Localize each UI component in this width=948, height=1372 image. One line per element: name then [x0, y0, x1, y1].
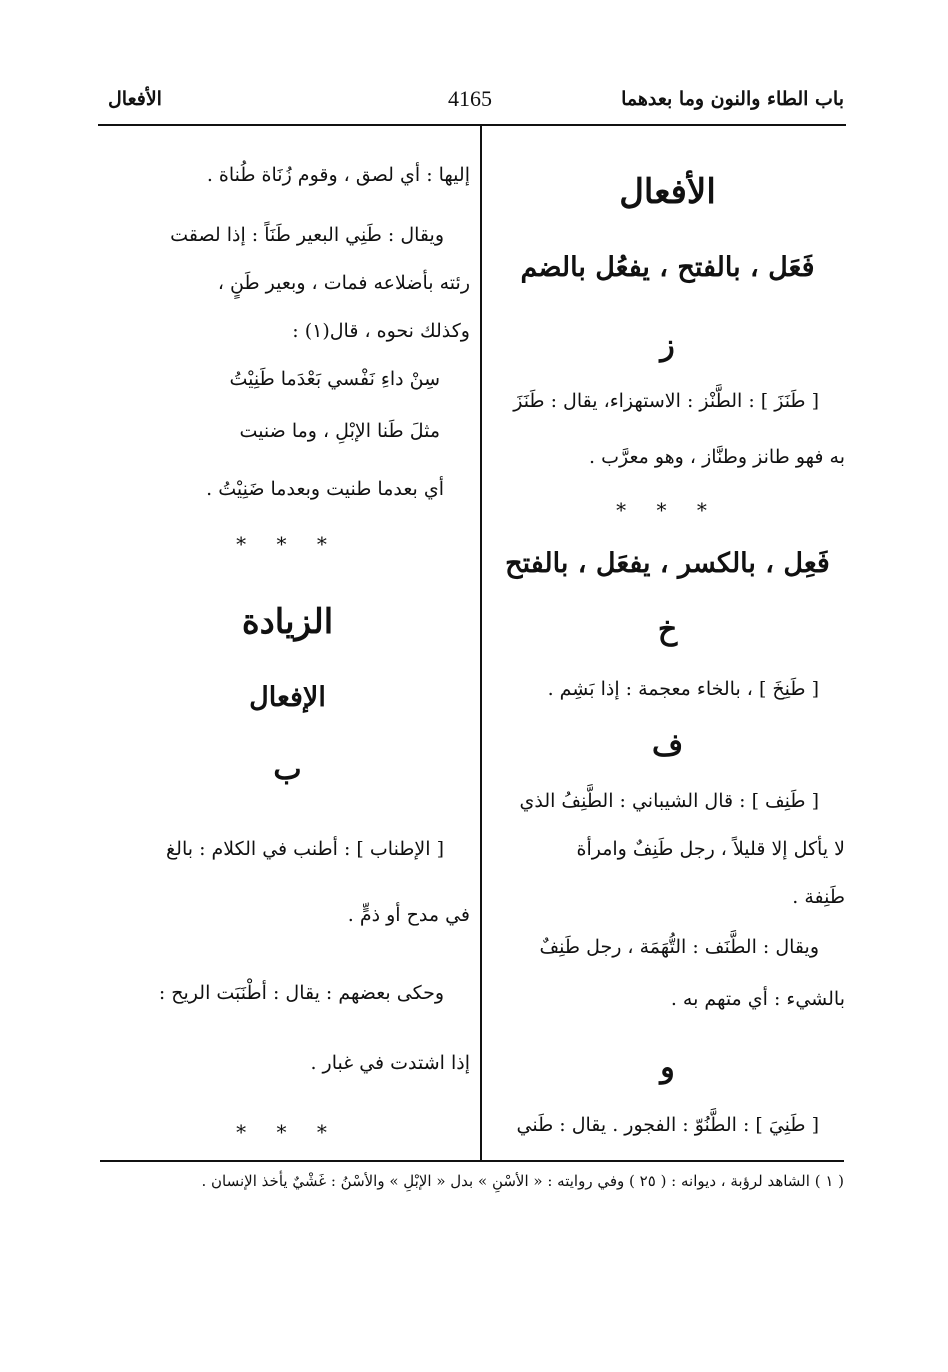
- heading-ziyada: الزيادة: [241, 602, 334, 642]
- entry-taniya-line: [ طَنِيَ ] : الطَّنُوّ : الفجور . يقال : طَني: [516, 1114, 819, 1136]
- entry-tanikh-line: [ طَنِخَ ] ، بالخاء معجمة : إذا بَشِم .: [547, 678, 819, 700]
- letter-heading-waw: و: [660, 1050, 675, 1085]
- entry-tanif-line: [ طَنِف ] : قال الشيباني : الطَّنِفُ الذي: [519, 790, 819, 812]
- heading-afaal: الأفعال: [619, 172, 716, 212]
- letter-heading-kha: خ: [657, 612, 678, 647]
- heading-faila-kasr: فَعِل ، بالكسر ، يفعَل ، بالفتح: [505, 548, 830, 579]
- letter-heading-fa: ف: [651, 728, 684, 763]
- entry-tanaz-line: [ طَنَزَ ] : الطَّنْز : الاستهزاء، يقال : طَنَزَ: [513, 390, 819, 412]
- column-divider: [480, 124, 482, 1160]
- entry-tanif-line: بالشيء : أي متهم به .: [670, 988, 845, 1010]
- entry-itnab-line: وحكى بعضهم : يقال : أطْنَبَت الريح :: [158, 982, 444, 1004]
- heading-ifaal: الإفعال: [249, 682, 326, 713]
- verse-line: سِنْ داءِ نَفْسي بَعْدَما طَنِيْتُ: [229, 368, 440, 390]
- text-line: رئته بأضلاعه فمات ، وبعير طَنٍ ،: [217, 272, 470, 294]
- entry-tanaz-line: به فهو طانز وطنَّاز ، وهو معرَّب .: [589, 446, 845, 468]
- entry-itnab-line: في مدح أو ذمٍّ .: [347, 904, 470, 926]
- heading-faal-fath: فَعَل ، بالفتح ، يفعُل بالضم: [520, 252, 815, 283]
- entry-itnab-line: إذا اشتدت في غبار .: [310, 1052, 470, 1074]
- running-head-chapter: الأفعال: [108, 88, 162, 110]
- footnote: ( ١ ) الشاهد لرؤبة ، ديوانه : ( ٢٥ ) وفي روايته : « الأسْنِ » بدل « الإبْلِ » والأسْنُ : غَشْيٌ يأخذ الإنسان .: [201, 1172, 844, 1190]
- text-line: إليها : أي لصق ، وقوم زُنَاة طُناة .: [206, 164, 470, 186]
- section-separator: * * *: [236, 532, 339, 556]
- footnote-rule: [100, 1160, 844, 1162]
- verse-line: مثلَ طَنا الإبْلِ ، وما ضنيت: [239, 420, 440, 442]
- text-line: وكذلك نحوه ، قال(١) :: [292, 320, 470, 342]
- section-separator: * * *: [236, 1120, 339, 1144]
- page-header: [100, 84, 844, 124]
- section-separator: * * *: [616, 498, 719, 522]
- entry-tanif-line: ويقال : الطَّنَف : التُّهَمَة ، رجل طَنِفٌ: [539, 936, 819, 958]
- entry-tanif-line: لا يأكل إلا قليلاً ، رجل طَنِفٌ وامرأة: [576, 838, 845, 860]
- running-head-section: باب الطاء والنون وما بعدهما: [621, 88, 844, 110]
- letter-heading-zay: ز: [660, 328, 675, 363]
- text-line: أي بعدما طنيت وبعدما ضَنِيْتُ .: [206, 478, 444, 500]
- text-line: ويقال : طَنِي البعير طَنَاً : إذا لصقت: [170, 224, 444, 246]
- letter-heading-ba: ب: [273, 752, 302, 787]
- entry-tanif-line: طَنِفة .: [792, 886, 845, 908]
- entry-itnab-line: [ الإطناب ] : أطنب في الكلام : بالغ: [166, 838, 444, 860]
- header-rule: [98, 124, 846, 126]
- page-number: 4165: [448, 86, 492, 111]
